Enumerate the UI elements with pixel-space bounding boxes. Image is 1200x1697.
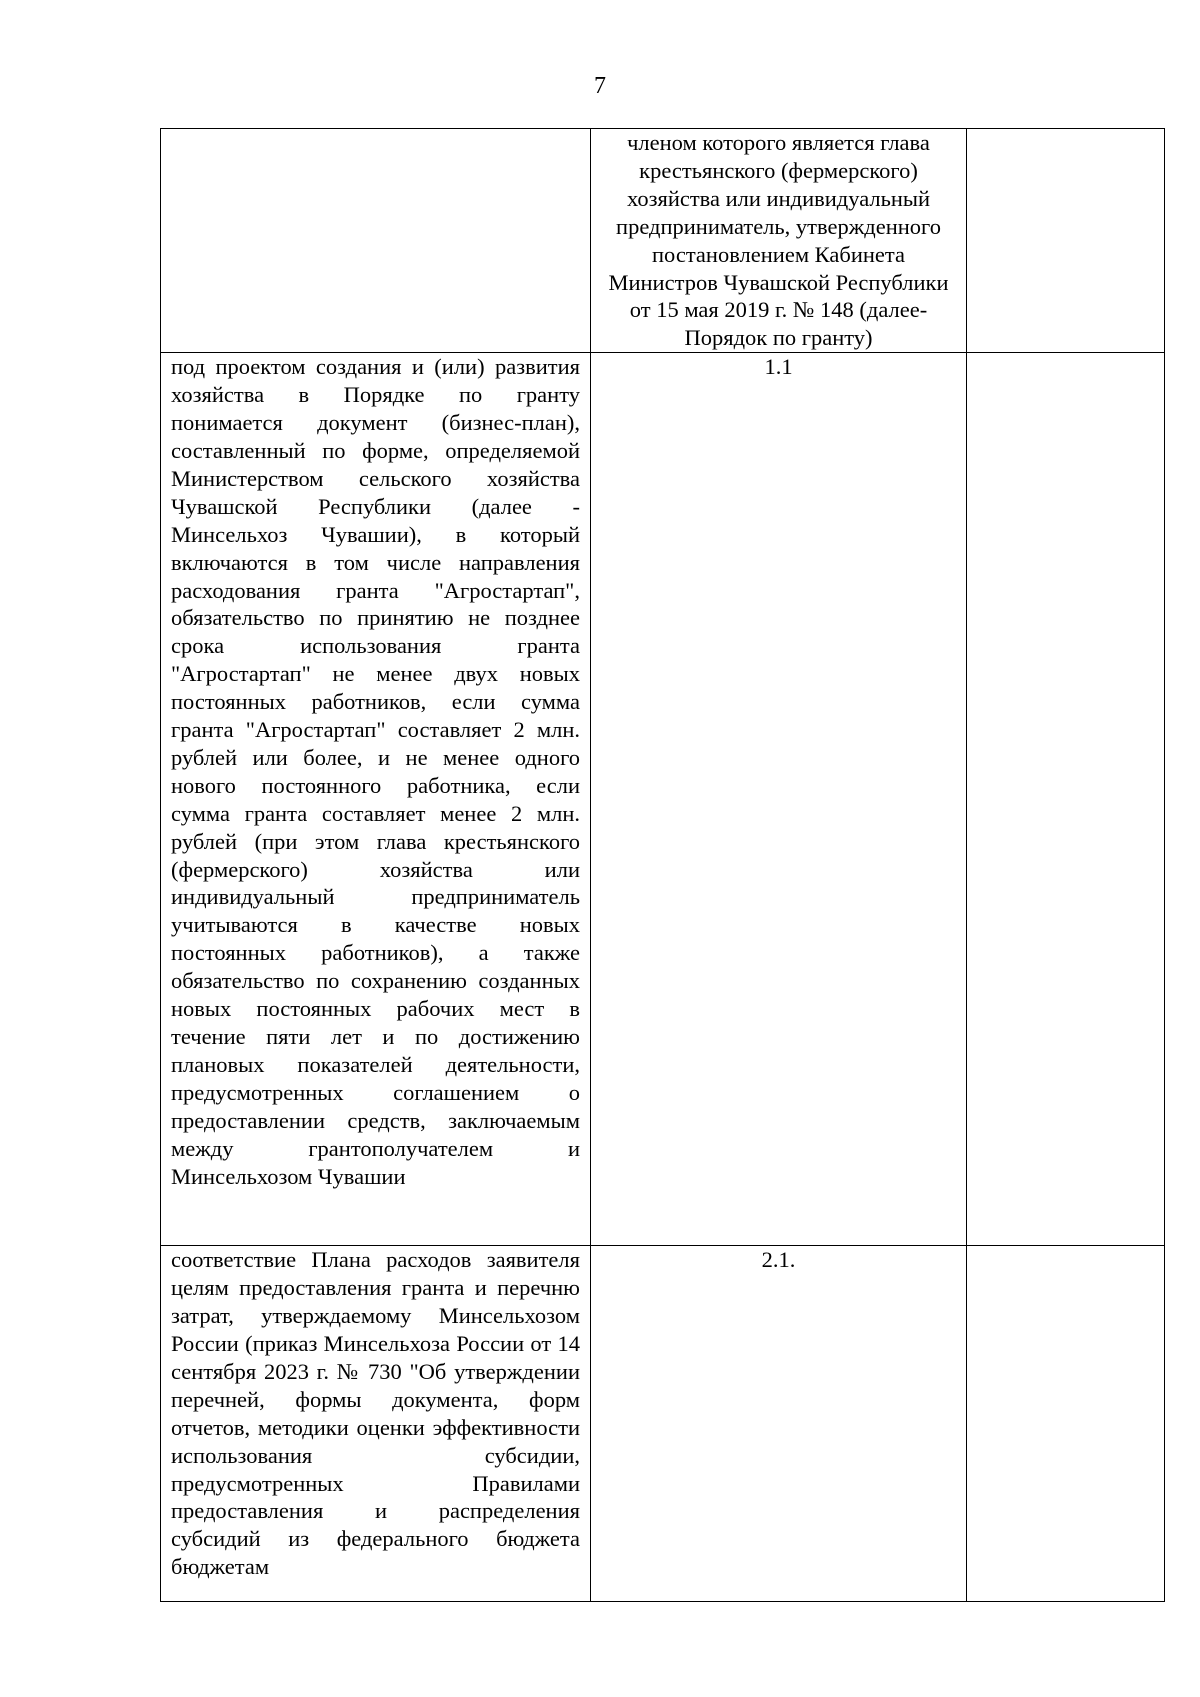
table-cell-reference: 2.1. <box>591 1246 967 1602</box>
table-cell-notes <box>967 353 1165 1246</box>
table-cell-description <box>161 129 591 353</box>
page-number: 7 <box>594 73 606 99</box>
table-cell-notes <box>967 129 1165 353</box>
table-cell-notes <box>967 1246 1165 1602</box>
table-cell-reference: 1.1 <box>591 353 967 1246</box>
table-row <box>161 1246 1165 1602</box>
table-cell-reference: членом которого является глава крестьянского (фермерского) хозяйства или индивидуальный предприниматель, утвержденного постановлением Кабинета Министров Чувашской Республики от 15 мая 2019 г. № 148 (далее- Порядок по гранту) <box>591 129 967 353</box>
document-table <box>160 128 1165 1602</box>
table-cell-description: под проектом создания и (или) развития хозяйства в Порядке по гранту понимается документ (бизнес-план), составленный по форме, определяемой Министерством сельского хозяйства Чувашской Республики (далее - Минсельхоз Чувашии), в который включаются в том числе направления расходования гранта "Агростартап", обязательство по принятию не позднее срока использования гранта "Агростартап" не менее двух новых постоянных работников, если сумма гранта "Агростартап" составляет 2 млн. рублей или более, и не менее одного нового постоянного работника, если сумма гранта составляет менее 2 млн. рублей (при этом глава крестьянского (фермерского) хозяйства или индивидуальный предприниматель учитываются в качестве новых постоянных работников), а также обязательство по сохранению созданных новых постоянных рабочих мест в течение пяти лет и по достижению плановых показателей деятельности, предусмотренных соглашением о предоставлении средств, заключаемым между грантополучателем и Минсельхозом Чувашии <box>161 353 591 1246</box>
table-row <box>161 353 1165 1246</box>
table-row <box>161 129 1165 353</box>
table-cell-description: соответствие Плана расходов заявителя целям предоставления гранта и перечню затрат, утверждаемому Минсельхозом России (приказ Минсельхоза России от 14 сентября 2023 г. № 730 "Об утверждении перечней, формы документа, форм отчетов, методики оценки эффективности использования субсидии, предусмотренных Правилами предоставления и распределения субсидий из федерального бюджета бюджетам <box>161 1246 591 1602</box>
